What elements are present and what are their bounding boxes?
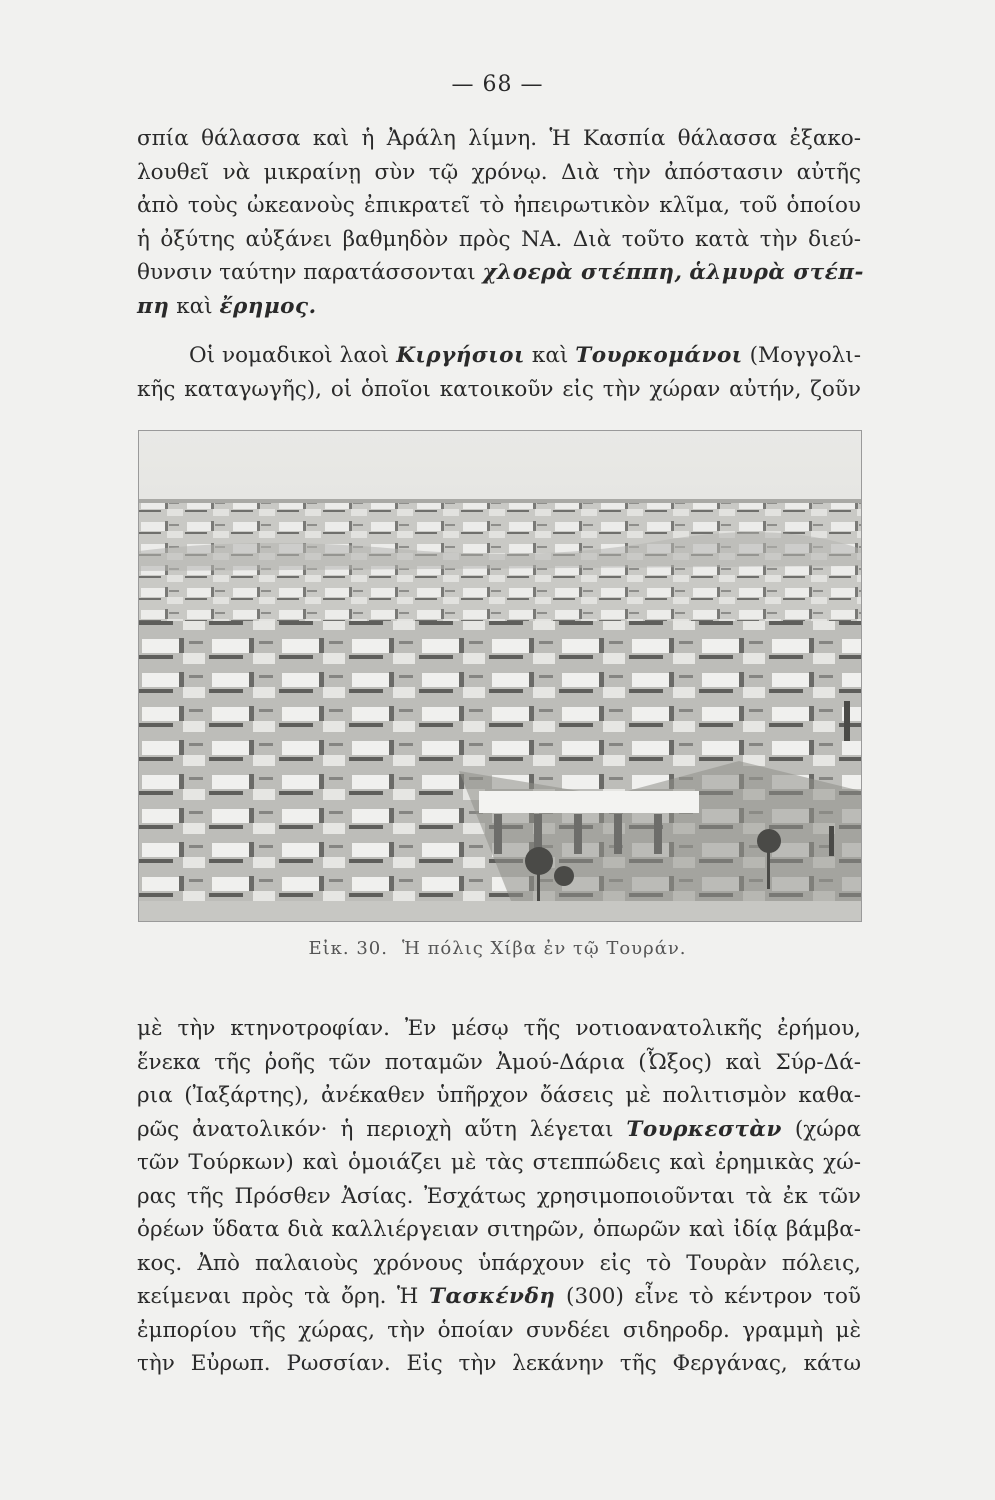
text-line bbox=[137, 1113, 861, 1147]
term-turkmen: Τουρκομάνοι bbox=[575, 343, 743, 368]
paragraph-nomads bbox=[137, 339, 861, 406]
term-salt-steppe: ἁλμυρὰ στέπ- bbox=[689, 260, 864, 285]
photo-khiva-city bbox=[138, 430, 862, 922]
text-fragment: καὶ bbox=[169, 293, 220, 319]
text-line bbox=[137, 339, 861, 373]
paragraph-caspian bbox=[137, 122, 864, 323]
text-line: κος. Ἀπὸ παλαιοὺς χρόνους ὑπάρχουν εἰς τὸ Τουρὰν πόλεις, bbox=[137, 1250, 861, 1276]
term-turkestan: Τουρκεστὰν bbox=[626, 1116, 782, 1142]
term-green-steppe: χλοερὰ στέππη, bbox=[482, 260, 683, 285]
text-line: ρας τῆς Πρόσθεν Ἀσίας. Ἐσχάτως χρησιμοποιοῦνται τὰ ἐκ τῶν bbox=[137, 1183, 861, 1209]
text-line: τῶν Τούρκων) καὶ ὁμοιάζει μὲ τὰς στεππώδεις καὶ ἐρημικὰς χώ- bbox=[137, 1150, 861, 1175]
text-line: ἐμπορίου τῆς χώρας, τὴν ὁποίαν συνδέει σιδηροδρ. γραμμὴ μὲ bbox=[137, 1317, 861, 1343]
text-line bbox=[137, 1280, 861, 1314]
page-number: — 68 — bbox=[451, 72, 544, 97]
text-line bbox=[137, 256, 864, 290]
text-line: ὀρέων ὕδατα διὰ καλλιέργειαν σιτηρῶν, ὀπωρῶν καὶ ἰδίᾳ βάμβα- bbox=[137, 1217, 861, 1242]
term-desert: ἔρημος. bbox=[219, 293, 317, 319]
text-line: μὲ τὴν κτηνοτροφίαν. Ἐν μέσῳ τῆς νοτιοανατολικῆς ἐρήμου, bbox=[137, 1016, 861, 1041]
figure-caption bbox=[0, 938, 995, 959]
text-fragment: ρῶς ἀνατολικόν· ἡ περιοχὴ αὕτη λέγεται bbox=[137, 1116, 627, 1142]
text-line: ἕνεκα τῆς ῥοῆς τῶν ποταμῶν Ἀμού-Δάρια (Ὦξος) καὶ Σύρ-Δά- bbox=[137, 1049, 861, 1075]
text-line: κῆς καταγωγῆς), οἱ ὁποῖοι κατοικοῦν εἰς τὴν χώραν αὐτήν, ζοῦν bbox=[137, 376, 861, 402]
caption-text: Ἡ πόλις Χίβα ἐν τῷ Τουράν. bbox=[401, 938, 687, 959]
term-salt-steppe-end: πη bbox=[137, 293, 170, 319]
text-line: τὴν Εὐρωπ. Ρωσσίαν. Εἰς τὴν λεκάνην τῆς Φεργάνας, κάτω bbox=[137, 1351, 861, 1376]
paragraph-turkestan bbox=[137, 1012, 861, 1381]
text-line: ρια (Ἰαξάρτης), ἀνέκαθεν ὑπῆρχον ὄάσεις μὲ πολιτισμὸν καθα- bbox=[137, 1083, 861, 1108]
term-tashkent: Τασκένδη bbox=[428, 1284, 556, 1309]
text-line: ἡ ὀξύτης αὐξάνει βαθμηδὸν πρὸς ΝΑ. Διὰ τοῦτο κατὰ τὴν διεύ- bbox=[137, 226, 861, 252]
text-fragment: καὶ bbox=[524, 343, 576, 368]
term-kirghiz: Κιργήσιοι bbox=[396, 343, 525, 368]
text-fragment: θυνσιν ταύτην παρατάσσονται bbox=[137, 260, 483, 285]
caption-label: Εἰκ. 30. bbox=[308, 938, 388, 959]
text-line bbox=[137, 290, 861, 324]
text-fragment: (300) εἶνε τὸ κέντρον τοῦ bbox=[555, 1284, 862, 1309]
text-fragment: (Μογγολι- bbox=[742, 343, 861, 368]
text-line: ἀπὸ τοὺς ὠκεανοὺς ἐπικρατεῖ τὸ ἠπειρωτικὸν κλῖμα, τοῦ ὁποίου bbox=[137, 193, 861, 218]
photo-khiva-rooftops bbox=[139, 431, 861, 921]
text-line: σπία θάλασσα καὶ ἡ Ἀράλη λίμνη. Ἡ Κασπία θάλασσα ἐξακο- bbox=[137, 126, 861, 151]
text-line: λουθεῖ νὰ μικραίνῃ σὺν τῷ χρόνῳ. Διὰ τὴν ἀπόστασιν αὐτῆς bbox=[137, 159, 861, 185]
text-fragment: κείμεναι πρὸς τὰ ὄρη. Ἡ bbox=[137, 1284, 429, 1309]
text-fragment: (χώρα bbox=[781, 1116, 861, 1142]
text-fragment: Οἱ νομαδικοὶ λαοὶ bbox=[189, 343, 397, 368]
